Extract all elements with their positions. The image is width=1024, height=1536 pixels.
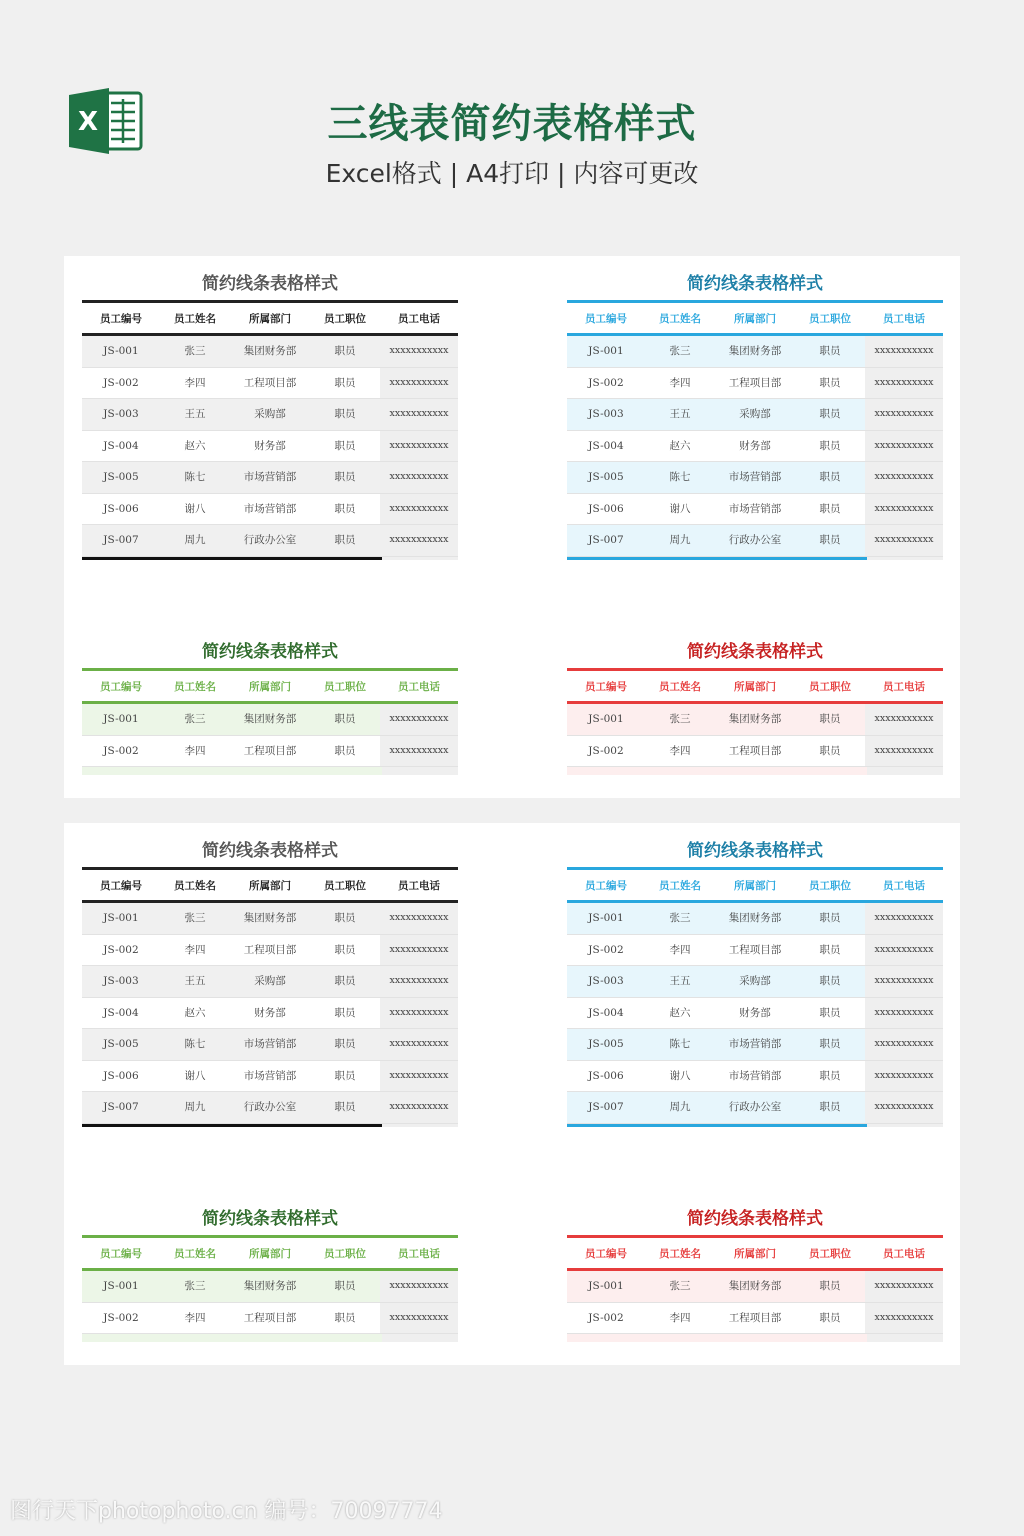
table-cell: 行政办公室	[230, 525, 310, 556]
table-header-row	[567, 870, 943, 903]
table-cell: 李四	[184, 943, 206, 956]
table-cell: 张三	[645, 903, 715, 934]
table-cell: 职员	[819, 1006, 841, 1019]
table-cell: 集团财务部	[715, 336, 795, 367]
table-continuation-strip	[82, 1334, 458, 1342]
table-cell: 张三	[645, 336, 715, 367]
table-row	[567, 525, 943, 557]
table-cell: 职员	[334, 439, 356, 452]
table-cell: 集团财务部	[230, 903, 310, 934]
table-cell: xxxxxxxxxxx	[380, 935, 458, 966]
table-cell: xxxxxxxxxxx	[865, 966, 943, 997]
table-cell: xxxxxxxxxxx	[865, 704, 943, 735]
table-cell: 李四	[669, 943, 691, 956]
page-subtitle: Excel格式 | A4打印 | 内容可更改	[325, 159, 699, 188]
employee-table	[567, 1235, 943, 1342]
table-cell: JS-002	[588, 744, 624, 757]
table-cell: 职员	[819, 943, 841, 956]
table-row	[567, 431, 943, 463]
column-header: 所属部门	[734, 312, 776, 325]
table-cell: 市场营销部	[243, 1069, 297, 1082]
table-cell: JS-003	[82, 399, 160, 430]
table-cell: 陈七	[160, 462, 230, 493]
table-cell: 职员	[310, 704, 380, 735]
table-cell: JS-004	[588, 1006, 624, 1019]
table-cell: xxxxxxxxxxx	[380, 1029, 458, 1060]
column-header: 员工职位	[324, 1247, 366, 1260]
column-header: 员工电话	[883, 680, 925, 693]
table-cell: 职员	[795, 1029, 865, 1060]
column-header: 员工编号	[100, 1247, 142, 1260]
table-cell: JS-006	[588, 502, 624, 515]
table-cell: 张三	[160, 336, 230, 367]
table-cell: 李四	[184, 744, 206, 757]
column-header: 员工姓名	[174, 680, 216, 693]
table-cell: 周九	[645, 1092, 715, 1123]
table-cell: JS-001	[567, 336, 645, 367]
table-row	[567, 399, 943, 431]
table-cell: 李四	[669, 744, 691, 757]
table-cell: 赵六	[184, 1006, 206, 1019]
table-row	[82, 431, 458, 463]
column-header: 员工编号	[100, 879, 142, 892]
table-cell: xxxxxxxxxxx	[865, 1303, 943, 1334]
table-cell: 市场营销部	[715, 462, 795, 493]
table-cell: 行政办公室	[715, 1092, 795, 1123]
table-header-row	[82, 671, 458, 704]
table-cell: 赵六	[669, 1006, 691, 1019]
table-cell: 工程项目部	[243, 376, 297, 389]
table-row	[82, 966, 458, 998]
table-cell: xxxxxxxxxxx	[865, 736, 943, 767]
table-cell: 市场营销部	[715, 1029, 795, 1060]
table-row	[82, 1029, 458, 1061]
table-cell: 工程项目部	[243, 943, 297, 956]
table-cell: 职员	[310, 966, 380, 997]
table-cell: 张三	[160, 1271, 230, 1302]
table-header-row	[567, 671, 943, 704]
table-cell: 采购部	[715, 399, 795, 430]
table-cell: xxxxxxxxxxx	[865, 494, 943, 525]
column-header: 所属部门	[734, 1247, 776, 1260]
table-cell: 职员	[310, 1029, 380, 1060]
table-cell: JS-004	[588, 439, 624, 452]
table-cell: 职员	[334, 744, 356, 757]
table-row	[567, 1303, 943, 1335]
table-cell: JS-006	[588, 1069, 624, 1082]
column-header: 员工姓名	[659, 312, 701, 325]
table-cell: 工程项目部	[243, 744, 297, 757]
table-bottom-rule	[567, 557, 943, 560]
table-cell: 职员	[795, 966, 865, 997]
table-cell: 采购部	[230, 966, 310, 997]
table-cell: 集团财务部	[230, 336, 310, 367]
table-cell: JS-001	[567, 704, 645, 735]
table-row	[567, 1029, 943, 1061]
table-cell: 周九	[160, 1092, 230, 1123]
column-header: 员工电话	[398, 1247, 440, 1260]
column-header: 员工电话	[883, 312, 925, 325]
table-row	[82, 1271, 458, 1303]
table-row	[82, 903, 458, 935]
table-cell: 市场营销部	[230, 1029, 310, 1060]
table-cell: 集团财务部	[715, 704, 795, 735]
column-header: 员工编号	[585, 879, 627, 892]
column-header: 员工姓名	[174, 1247, 216, 1260]
table-cell: 财务部	[254, 439, 286, 452]
column-header: 所属部门	[249, 1247, 291, 1260]
table-row	[567, 935, 943, 967]
table-title: 简约线条表格样式	[687, 841, 823, 861]
column-header: 员工姓名	[174, 879, 216, 892]
table-cell: 职员	[819, 502, 841, 515]
table-cell: 市场营销部	[728, 502, 782, 515]
table-title: 简约线条表格样式	[687, 274, 823, 294]
employee-table	[567, 300, 943, 560]
employee-table	[567, 867, 943, 1127]
table-cell: JS-006	[103, 1069, 139, 1082]
table-cell: xxxxxxxxxxx	[865, 336, 943, 367]
table-cell: xxxxxxxxxxx	[380, 494, 458, 525]
table-title: 简约线条表格样式	[202, 1209, 338, 1229]
table-cell: 职员	[334, 943, 356, 956]
table-cell: 市场营销部	[243, 502, 297, 515]
table-row	[567, 704, 943, 736]
table-cell: JS-004	[103, 1006, 139, 1019]
column-header: 所属部门	[249, 312, 291, 325]
table-cell: 职员	[795, 1092, 865, 1123]
watermark: 图行天下photophoto.cn 编号：70097774	[10, 1499, 443, 1524]
table-title: 简约线条表格样式	[202, 274, 338, 294]
column-header: 员工编号	[585, 1247, 627, 1260]
table-row	[82, 1061, 458, 1093]
table-cell: 职员	[310, 399, 380, 430]
table-header-row	[82, 870, 458, 903]
table-row	[82, 525, 458, 557]
table-cell: 李四	[184, 376, 206, 389]
table-continuation-strip	[82, 767, 458, 775]
table-cell: 职员	[310, 1092, 380, 1123]
column-header: 员工职位	[809, 879, 851, 892]
table-cell: 集团财务部	[230, 1271, 310, 1302]
table-cell: xxxxxxxxxxx	[865, 998, 943, 1029]
column-header: 所属部门	[734, 680, 776, 693]
table-bottom-rule	[82, 1124, 458, 1127]
table-cell: 职员	[310, 336, 380, 367]
table-cell: 职员	[819, 1311, 841, 1324]
column-header: 员工姓名	[174, 312, 216, 325]
table-cell: JS-007	[567, 525, 645, 556]
table-cell: 职员	[795, 399, 865, 430]
page-title: 三线表简约表格样式	[327, 101, 697, 147]
table-cell: 工程项目部	[728, 376, 782, 389]
table-cell: xxxxxxxxxxx	[380, 336, 458, 367]
table-cell: 工程项目部	[728, 744, 782, 757]
table-cell: JS-005	[567, 462, 645, 493]
table-row	[567, 1092, 943, 1124]
table-cell: 谢八	[669, 1069, 691, 1082]
table-cell: 陈七	[160, 1029, 230, 1060]
table-cell: 行政办公室	[715, 525, 795, 556]
table-cell: 职员	[310, 903, 380, 934]
table-continuation-strip	[567, 767, 943, 775]
table-bottom-rule	[82, 557, 458, 560]
table-cell: JS-006	[103, 502, 139, 515]
table-cell: JS-004	[103, 439, 139, 452]
template-panel	[64, 823, 960, 1365]
table-row	[567, 336, 943, 368]
table-cell: 财务部	[254, 1006, 286, 1019]
table-cell: xxxxxxxxxxx	[865, 1092, 943, 1123]
table-cell: xxxxxxxxxxx	[380, 998, 458, 1029]
table-cell: JS-007	[567, 1092, 645, 1123]
table-cell: xxxxxxxxxxx	[865, 1061, 943, 1092]
column-header: 员工姓名	[659, 1247, 701, 1260]
table-cell: 赵六	[669, 439, 691, 452]
template-panel	[64, 256, 960, 798]
table-cell: 职员	[795, 1271, 865, 1302]
table-cell: 职员	[819, 439, 841, 452]
table-cell: 工程项目部	[728, 1311, 782, 1324]
excel-logo-letter: X	[77, 107, 99, 137]
table-cell: JS-002	[103, 376, 139, 389]
table-cell: 王五	[160, 966, 230, 997]
column-header: 所属部门	[249, 879, 291, 892]
table-cell: 张三	[645, 1271, 715, 1302]
table-cell: JS-001	[567, 903, 645, 934]
table-cell: xxxxxxxxxxx	[865, 525, 943, 556]
table-cell: 陈七	[645, 462, 715, 493]
table-cell: JS-002	[103, 1311, 139, 1324]
table-cell: xxxxxxxxxxx	[865, 431, 943, 462]
table-cell: JS-007	[82, 1092, 160, 1123]
table-cell: xxxxxxxxxxx	[865, 1029, 943, 1060]
table-cell: JS-007	[82, 525, 160, 556]
table-row	[82, 998, 458, 1030]
table-row	[82, 704, 458, 736]
table-cell: 张三	[160, 704, 230, 735]
table-row	[82, 1092, 458, 1124]
table-cell: 王五	[645, 966, 715, 997]
column-header: 员工电话	[398, 680, 440, 693]
column-header: 员工编号	[100, 312, 142, 325]
table-cell: JS-001	[82, 704, 160, 735]
table-cell: 职员	[310, 1271, 380, 1302]
table-cell: 职员	[334, 502, 356, 515]
table-cell: 职员	[334, 1006, 356, 1019]
table-cell: JS-005	[82, 462, 160, 493]
table-cell: xxxxxxxxxxx	[380, 966, 458, 997]
table-cell: JS-003	[82, 966, 160, 997]
column-header: 员工编号	[585, 312, 627, 325]
table-cell: 职员	[819, 376, 841, 389]
table-row	[82, 462, 458, 494]
table-cell: xxxxxxxxxxx	[380, 399, 458, 430]
table-cell: 采购部	[715, 966, 795, 997]
table-cell: 行政办公室	[230, 1092, 310, 1123]
table-header-row	[567, 1238, 943, 1271]
column-header: 员工职位	[324, 879, 366, 892]
table-bottom-rule	[567, 1124, 943, 1127]
column-header: 员工电话	[883, 879, 925, 892]
table-cell: 谢八	[669, 502, 691, 515]
table-row	[567, 998, 943, 1030]
column-header: 员工姓名	[659, 680, 701, 693]
table-title: 简约线条表格样式	[687, 642, 823, 662]
table-continuation-strip	[567, 1334, 943, 1342]
table-title: 简约线条表格样式	[202, 642, 338, 662]
column-header: 员工职位	[809, 680, 851, 693]
table-cell: 王五	[160, 399, 230, 430]
table-row	[82, 336, 458, 368]
table-cell: 采购部	[230, 399, 310, 430]
table-cell: xxxxxxxxxxx	[380, 431, 458, 462]
table-title: 简约线条表格样式	[687, 1209, 823, 1229]
table-row	[82, 368, 458, 400]
table-cell: 职员	[795, 462, 865, 493]
table-cell: 工程项目部	[243, 1311, 297, 1324]
table-cell: JS-003	[567, 966, 645, 997]
table-cell: JS-005	[567, 1029, 645, 1060]
table-cell: JS-001	[82, 1271, 160, 1302]
table-cell: xxxxxxxxxxx	[865, 935, 943, 966]
table-cell: 职员	[334, 1069, 356, 1082]
table-cell: JS-001	[82, 903, 160, 934]
table-cell: 职员	[819, 1069, 841, 1082]
column-header: 员工电话	[398, 879, 440, 892]
table-row	[82, 399, 458, 431]
table-cell: JS-003	[567, 399, 645, 430]
table-title: 简约线条表格样式	[202, 841, 338, 861]
table-cell: 集团财务部	[230, 704, 310, 735]
table-row	[567, 494, 943, 526]
table-row	[567, 736, 943, 768]
table-cell: xxxxxxxxxxx	[380, 1271, 458, 1302]
table-cell: 周九	[160, 525, 230, 556]
table-cell: xxxxxxxxxxx	[380, 903, 458, 934]
column-header: 员工职位	[809, 1247, 851, 1260]
column-header: 员工姓名	[659, 879, 701, 892]
table-cell: xxxxxxxxxxx	[865, 1271, 943, 1302]
table-cell: 职员	[334, 376, 356, 389]
table-header-row	[82, 1238, 458, 1271]
column-header: 员工电话	[883, 1247, 925, 1260]
table-row	[567, 1271, 943, 1303]
table-cell: 周九	[645, 525, 715, 556]
employee-table	[82, 1235, 458, 1342]
table-cell: 财务部	[739, 439, 771, 452]
table-cell: 集团财务部	[715, 1271, 795, 1302]
table-cell: 职员	[310, 462, 380, 493]
table-cell: JS-002	[103, 943, 139, 956]
table-cell: JS-001	[567, 1271, 645, 1302]
column-header: 所属部门	[734, 879, 776, 892]
table-cell: JS-002	[588, 376, 624, 389]
table-cell: 工程项目部	[728, 943, 782, 956]
table-row	[567, 368, 943, 400]
table-cell: 市场营销部	[230, 462, 310, 493]
table-cell: xxxxxxxxxxx	[865, 903, 943, 934]
table-cell: 市场营销部	[728, 1069, 782, 1082]
table-cell: JS-005	[82, 1029, 160, 1060]
table-row	[82, 935, 458, 967]
table-row	[82, 494, 458, 526]
table-cell: 集团财务部	[715, 903, 795, 934]
table-cell: 职员	[795, 903, 865, 934]
table-cell: 谢八	[184, 502, 206, 515]
table-cell: 职员	[795, 525, 865, 556]
table-cell: xxxxxxxxxxx	[380, 368, 458, 399]
table-cell: 谢八	[184, 1069, 206, 1082]
table-row	[567, 462, 943, 494]
employee-table	[567, 668, 943, 775]
column-header: 员工职位	[324, 680, 366, 693]
table-cell: 赵六	[184, 439, 206, 452]
table-cell: 财务部	[739, 1006, 771, 1019]
table-cell: JS-002	[588, 1311, 624, 1324]
table-cell: xxxxxxxxxxx	[380, 1092, 458, 1123]
column-header: 员工编号	[100, 680, 142, 693]
column-header: 员工编号	[585, 680, 627, 693]
table-cell: 职员	[795, 336, 865, 367]
table-cell: xxxxxxxxxxx	[380, 736, 458, 767]
table-cell: xxxxxxxxxxx	[865, 368, 943, 399]
column-header: 所属部门	[249, 680, 291, 693]
column-header: 员工电话	[398, 312, 440, 325]
table-cell: xxxxxxxxxxx	[380, 704, 458, 735]
table-cell: 陈七	[645, 1029, 715, 1060]
table-cell: 张三	[645, 704, 715, 735]
table-cell: 李四	[669, 376, 691, 389]
table-cell: xxxxxxxxxxx	[380, 1061, 458, 1092]
table-cell: JS-001	[82, 336, 160, 367]
table-cell: xxxxxxxxxxx	[380, 1303, 458, 1334]
table-row	[567, 903, 943, 935]
table-cell: JS-002	[103, 744, 139, 757]
table-row	[567, 966, 943, 998]
table-cell: 张三	[160, 903, 230, 934]
table-header-row	[567, 303, 943, 336]
table-cell: 李四	[669, 1311, 691, 1324]
table-cell: 王五	[645, 399, 715, 430]
table-cell: xxxxxxxxxxx	[865, 462, 943, 493]
column-header: 员工职位	[809, 312, 851, 325]
table-header-row	[82, 303, 458, 336]
employee-table	[82, 867, 458, 1127]
table-cell: 职员	[334, 1311, 356, 1324]
table-row	[567, 1061, 943, 1093]
table-cell: xxxxxxxxxxx	[380, 462, 458, 493]
table-row	[82, 1303, 458, 1335]
table-cell: 职员	[795, 704, 865, 735]
table-cell: 职员	[819, 744, 841, 757]
table-row	[82, 736, 458, 768]
table-cell: JS-002	[588, 943, 624, 956]
table-cell: 职员	[310, 525, 380, 556]
table-cell: xxxxxxxxxxx	[865, 399, 943, 430]
table-cell: 李四	[184, 1311, 206, 1324]
column-header: 员工职位	[324, 312, 366, 325]
table-cell: xxxxxxxxxxx	[380, 525, 458, 556]
employee-table	[82, 300, 458, 560]
employee-table	[82, 668, 458, 775]
